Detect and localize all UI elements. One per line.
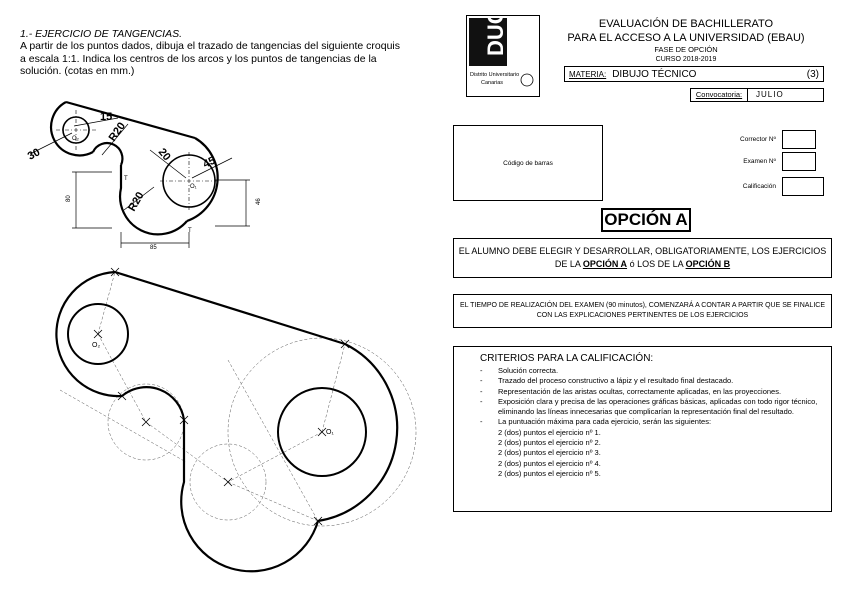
corrector-label: Corrector Nº — [740, 136, 776, 143]
convocatoria-label: Convocatoria: — [690, 88, 748, 102]
exam-title-line-2: PARA EL ACCESO A LA UNIVERSIDAD (EBAU) — [567, 32, 805, 44]
score-line: 2 (dos) puntos el ejercicio nº 2. — [498, 438, 601, 448]
criteria-title: CRITERIOS PARA LA CALIFICACIÓN: — [480, 353, 654, 364]
barcode-area — [453, 125, 603, 201]
exam-title-line-1: EVALUACIÓN DE BACHILLERATO — [598, 18, 774, 30]
exam-title — [550, 17, 822, 45]
svg-text:DUC: DUC — [483, 16, 508, 56]
examen-field[interactable] — [782, 152, 816, 171]
criteria-item: - Representación de las aristas ocultas, correctamente aplicadas, en las proyecciones. — [480, 386, 782, 396]
opcion-title: OPCIÓN A — [601, 208, 691, 232]
criteria-item: - Exposición clara y precisa de las operaciones gráficas básicas, aplicadas con todo rigor técnico, eliminando las líneas innecesarias que complicarían la representación final del resultado. — [480, 396, 818, 417]
calificacion-field[interactable] — [782, 177, 824, 196]
solution-center-o2: O₂ — [92, 342, 101, 349]
score-line: 2 (dos) puntos el ejercicio nº 5. — [498, 468, 601, 478]
instructions-box — [453, 238, 832, 278]
sketch-center-o2: O₂ — [72, 136, 79, 142]
sketch-dim-r20-bottom: R20 — [126, 190, 147, 214]
curso-label: CURSO 2018-2019 — [655, 56, 717, 63]
sketch-tangent-label-2: T — [188, 228, 192, 234]
sketch-dim-45: 45 — [201, 154, 218, 171]
materia-box — [564, 66, 824, 82]
sketch-dim-30: 30 — [25, 146, 43, 163]
sketch-dim-r20-top: R20 — [106, 120, 129, 144]
corrector-field[interactable] — [782, 130, 816, 149]
sketch-dim-46: 46 — [256, 198, 262, 205]
logo-text-2: Canarias — [481, 80, 504, 86]
exercise-title: 1.- EJERCICIO DE TANGENCIAS. — [20, 28, 182, 40]
criteria-item: - La puntuación máxima para cada ejercicio, serán las siguientes: — [480, 417, 712, 427]
score-line: 2 (dos) puntos el ejercicio nº 4. — [498, 458, 601, 468]
criteria-item: - Solución correcta. — [480, 366, 559, 375]
materia-label: MATERIA: — [569, 69, 607, 79]
materia-number: (3) — [806, 68, 819, 80]
score-line: 2 (dos) puntos el ejercicio nº 1. — [498, 427, 601, 437]
examen-label: Examen Nº — [743, 158, 776, 165]
calificacion-label: Calificación — [742, 183, 776, 190]
fase-label: FASE DE OPCIÓN — [654, 45, 718, 54]
barcode-label: Código de barras — [503, 159, 553, 167]
sketch-dim-85: 85 — [150, 245, 157, 251]
instructions-opcion-a: OPCIÓN A — [582, 259, 628, 269]
time-notice: EL TIEMPO DE REALIZACIÓN DEL EXAMEN (90 minutos), COMENZARÁ A CONTAR A PARTIR QUE SE FINALICE CON LAS EXPLICACIONES PERTINENTES DE LOS EJERCICIOS — [460, 302, 825, 319]
duc-logo-icon — [467, 16, 539, 96]
logo-text-1: Distrito Universitario — [470, 72, 520, 78]
sketch-tangent-label-1: T — [124, 176, 128, 182]
solution-center-o1: O₁ — [326, 429, 334, 436]
solution-drawing — [56, 268, 416, 571]
instructions-part-1: EL ALUMNO DEBE ELEGIR Y DESARROLLAR, OBLIGATORIAMENTE, LOS EJERCICIOS DE LA — [458, 246, 827, 269]
instructions-part-2: ó LOS DE LA — [627, 259, 686, 269]
convocatoria-value: JULIO — [748, 88, 824, 102]
materia-value: DIBUJO TÉCNICO — [612, 68, 697, 80]
exercise-statement: A partir de los puntos dados, dibuja el trazado de tangencias del siguiente croquis a escala 1:1. Indica los centros de los arcos y los puntos de tangencias de la solución. (cotas en mm.) — [20, 40, 400, 77]
sketch-dim-80: 80 — [66, 195, 72, 202]
score-line: 2 (dos) puntos el ejercicio nº 3. — [498, 448, 601, 458]
sketch-dim-20: 20 — [155, 146, 173, 164]
instructions-opcion-b: OPCIÓN B — [685, 259, 731, 269]
criteria-box — [453, 346, 832, 512]
solution-outline — [56, 272, 397, 571]
criteria-item: - Trazado del proceso constructivo a lápiz y el resultado final destacado. — [480, 376, 734, 386]
sketch-center-o1: O₁ — [190, 184, 197, 190]
time-notice-box — [453, 294, 832, 328]
sketch-dim-15: 15 — [100, 111, 113, 123]
university-logo — [466, 15, 540, 97]
